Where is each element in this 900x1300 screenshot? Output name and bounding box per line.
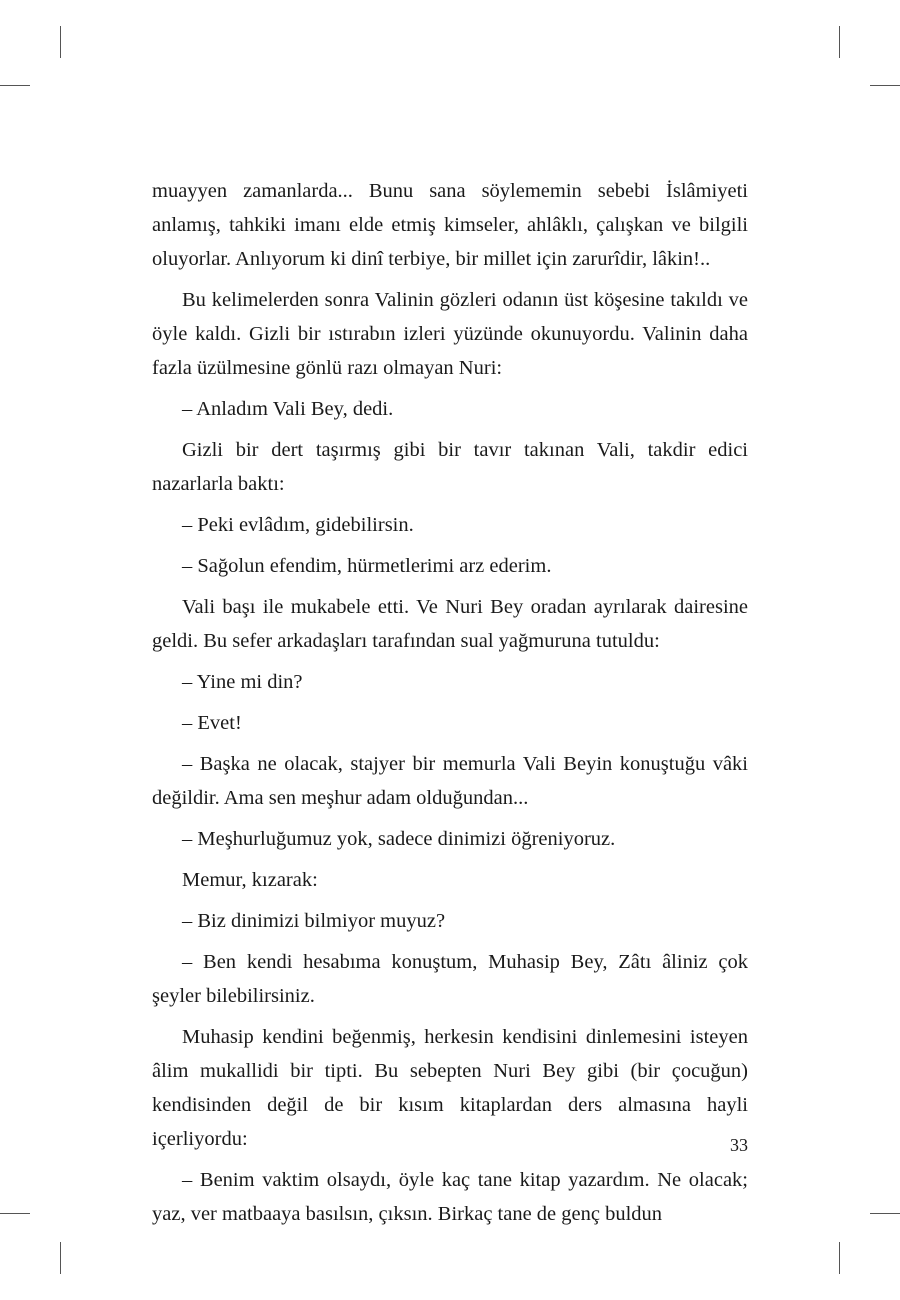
- dialogue-line: – Ben kendi hesabıma konuştum, Muhasip Bey, Zâtı âliniz çok şeyler bilebilirsiniz.: [152, 951, 748, 1007]
- dialogue-line: – Yine mi din?: [182, 671, 303, 693]
- dialogue-line: – Sağolun efendim, hürmetlerimi arz ederim.: [182, 555, 552, 577]
- dialogue-line: – Meşhurluğumuz yok, sadece dinimizi öğreniyoruz.: [182, 828, 616, 850]
- crop-mark-top-right-horizontal: [870, 85, 900, 86]
- crop-mark-bottom-left-horizontal: [0, 1213, 30, 1214]
- dialogue-line: – Benim vaktim olsaydı, öyle kaç tane kitap yazardım. Ne olacak; yaz, ver matbaaya basılsın, çıksın. Birkaç tane de genç buldun: [152, 1169, 748, 1225]
- dialogue-line: – Evet!: [182, 712, 242, 734]
- crop-mark-bottom-left-vertical: [60, 1242, 61, 1274]
- paragraph: muayyen zamanlarda... Bunu sana söylememin sebebi İslâmiyeti anlamış, tahkiki imanı elde etmiş kimseler, ahlâklı, çalışkan ve bilgili oluyorlar. Anlıyorum ki dinî terbiye, bir millet için zarurîdir, lâkin!..: [152, 180, 748, 270]
- crop-mark-top-left-horizontal: [0, 85, 30, 86]
- paragraph: Memur, kızarak:: [182, 869, 318, 891]
- paragraph: Bu kelimelerden sonra Valinin gözleri odanın üst köşesine takıldı ve öyle kaldı. Gizli bir ıstırabın izleri yüzünde okunuyordu. Valinin daha fazla üzülmesine gönlü razı olmayan Nuri:: [152, 289, 748, 379]
- dialogue-line: – Başka ne olacak, stajyer bir memurla Vali Beyin konuştuğu vâki değildir. Ama sen meşhur adam olduğundan...: [152, 753, 748, 809]
- paragraph: Vali başı ile mukabele etti. Ve Nuri Bey oradan ayrılarak dairesine geldi. Bu sefer arkadaşları tarafından sual yağmuruna tutuldu:: [152, 596, 748, 652]
- crop-mark-bottom-right-vertical: [839, 1242, 840, 1274]
- crop-mark-bottom-right-horizontal: [870, 1213, 900, 1214]
- page-number: 33: [730, 1135, 748, 1155]
- crop-mark-top-right-vertical: [839, 26, 840, 58]
- dialogue-line: – Anladım Vali Bey, dedi.: [182, 398, 394, 420]
- dialogue-line: – Biz dinimizi bilmiyor muyuz?: [182, 910, 446, 932]
- paragraph: Gizli bir dert taşırmış gibi bir tavır takınan Vali, takdir edici nazarlarla baktı:: [152, 439, 748, 495]
- book-page-text: [152, 174, 748, 1238]
- crop-mark-top-left-vertical: [60, 26, 61, 58]
- dialogue-line: – Peki evlâdım, gidebilirsin.: [182, 514, 414, 536]
- paragraph: Muhasip kendini beğenmiş, herkesin kendisini dinlemesini isteyen âlim mukallidi bir tipti. Bu sebepten Nuri Bey gibi (bir çocuğun) kendisinden değil de bir kısım kitaplardan ders almasına hayli içerliyordu:: [152, 1026, 748, 1150]
